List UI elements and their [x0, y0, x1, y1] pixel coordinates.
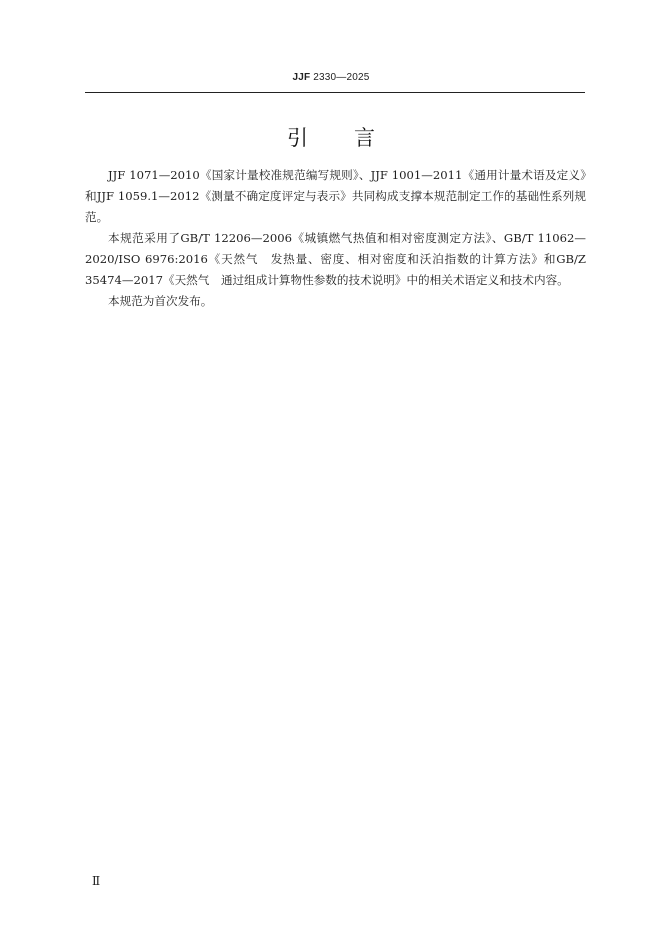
header-code: JJF — [292, 72, 311, 83]
paragraph: 本规范为首次发布。 — [108, 294, 213, 308]
header-number: 2330—2025 — [313, 72, 370, 83]
page-number: Ⅱ — [92, 874, 101, 888]
running-header — [0, 72, 662, 83]
page-title: 引言 — [287, 126, 421, 150]
paragraph: JJF 1071—2010《国家计量校准规范编写规则》、JJF 1001—2011《通用计量术语及定义》和JJF 1059.1—2012《测量不确定度评定与表示》共同构成支撑本规范制定工作的基础性系列规范。 — [85, 168, 586, 224]
paragraph: 本规范采用了GB/T 12206—2006《城镇燃气热值和相对密度测定方法》、GB/T 11062—2020/ISO 6976:2016《天然气 发热量、密度、相对密度和沃泊指数的计算方法》和GB/Z 35474—2017《天然气 通过组成计算物性参数的技术说明》中的相关术语定义和技术内容。 — [85, 231, 586, 287]
header-rule — [85, 92, 585, 93]
body-text — [85, 165, 586, 312]
